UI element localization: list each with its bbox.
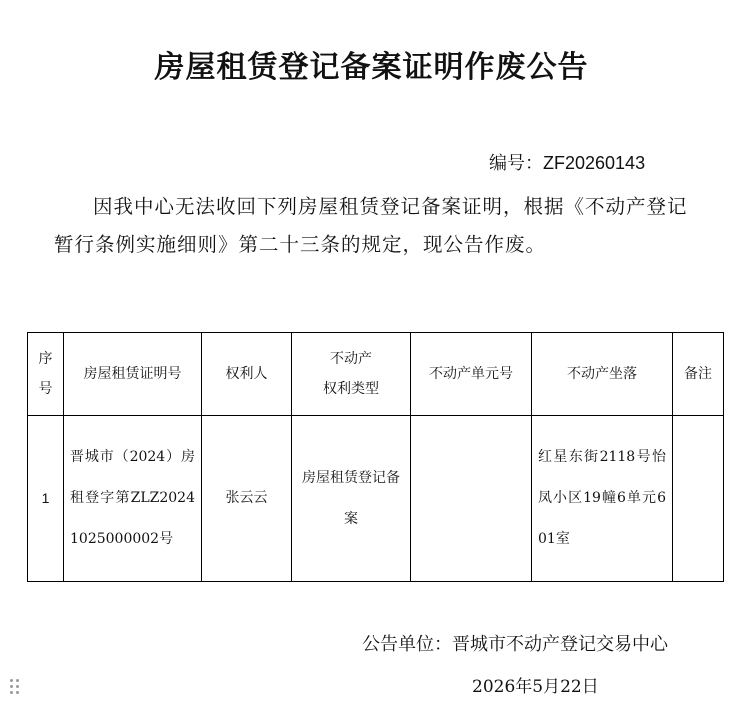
page-title: 房屋租赁登记备案证明作废公告	[154, 50, 589, 85]
header-remark: 备注	[673, 333, 724, 416]
header-seq-line1: 序	[38, 351, 53, 367]
document-number-label: 编号：	[489, 153, 543, 174]
header-seq	[28, 333, 64, 416]
header-location: 不动产坐落	[532, 333, 673, 416]
drag-dot	[16, 679, 19, 682]
document-number	[489, 150, 645, 177]
header-seq-line2: 号	[38, 381, 53, 397]
notice-issuer: 公告单位：晋城市不动产登记交易中心	[362, 634, 668, 655]
drag-handle-icon[interactable]	[10, 679, 22, 697]
cell-right-type: 房屋租赁登记备案	[292, 416, 411, 582]
drag-dot	[10, 685, 13, 688]
table-header-row	[28, 333, 724, 416]
table-row	[28, 416, 724, 582]
drag-dot	[10, 691, 13, 694]
header-unit-no: 不动产单元号	[411, 333, 532, 416]
cell-location: 红星东街2118号怡凤小区19幢6单元601室	[532, 416, 673, 582]
header-right-type-line1: 不动产	[330, 351, 372, 367]
drag-dot	[16, 691, 19, 694]
notice-table	[27, 332, 724, 582]
drag-dot	[16, 685, 19, 688]
header-right-type	[292, 333, 411, 416]
cell-unit-no	[411, 416, 532, 582]
cell-cert-no: 晋城市（2024）房租登字第ZLZ20241025000002号	[64, 416, 202, 582]
cell-remark	[673, 416, 724, 582]
cell-seq: 1	[28, 416, 64, 582]
cell-holder: 张云云	[202, 416, 292, 582]
document-number-value: ZF20260143	[543, 153, 646, 173]
header-holder: 权利人	[202, 333, 292, 416]
header-right-type-line2: 权利类型	[323, 381, 379, 397]
drag-dot	[10, 679, 13, 682]
notice-body: 因我中心无法收回下列房屋租赁登记备案证明，根据《不动产登记暂行条例实施细则》第二十三条的规定，现公告作废。	[54, 195, 688, 256]
header-cert-no: 房屋租赁证明号	[64, 333, 202, 416]
notice-date: 2026年5月22日	[472, 677, 599, 697]
